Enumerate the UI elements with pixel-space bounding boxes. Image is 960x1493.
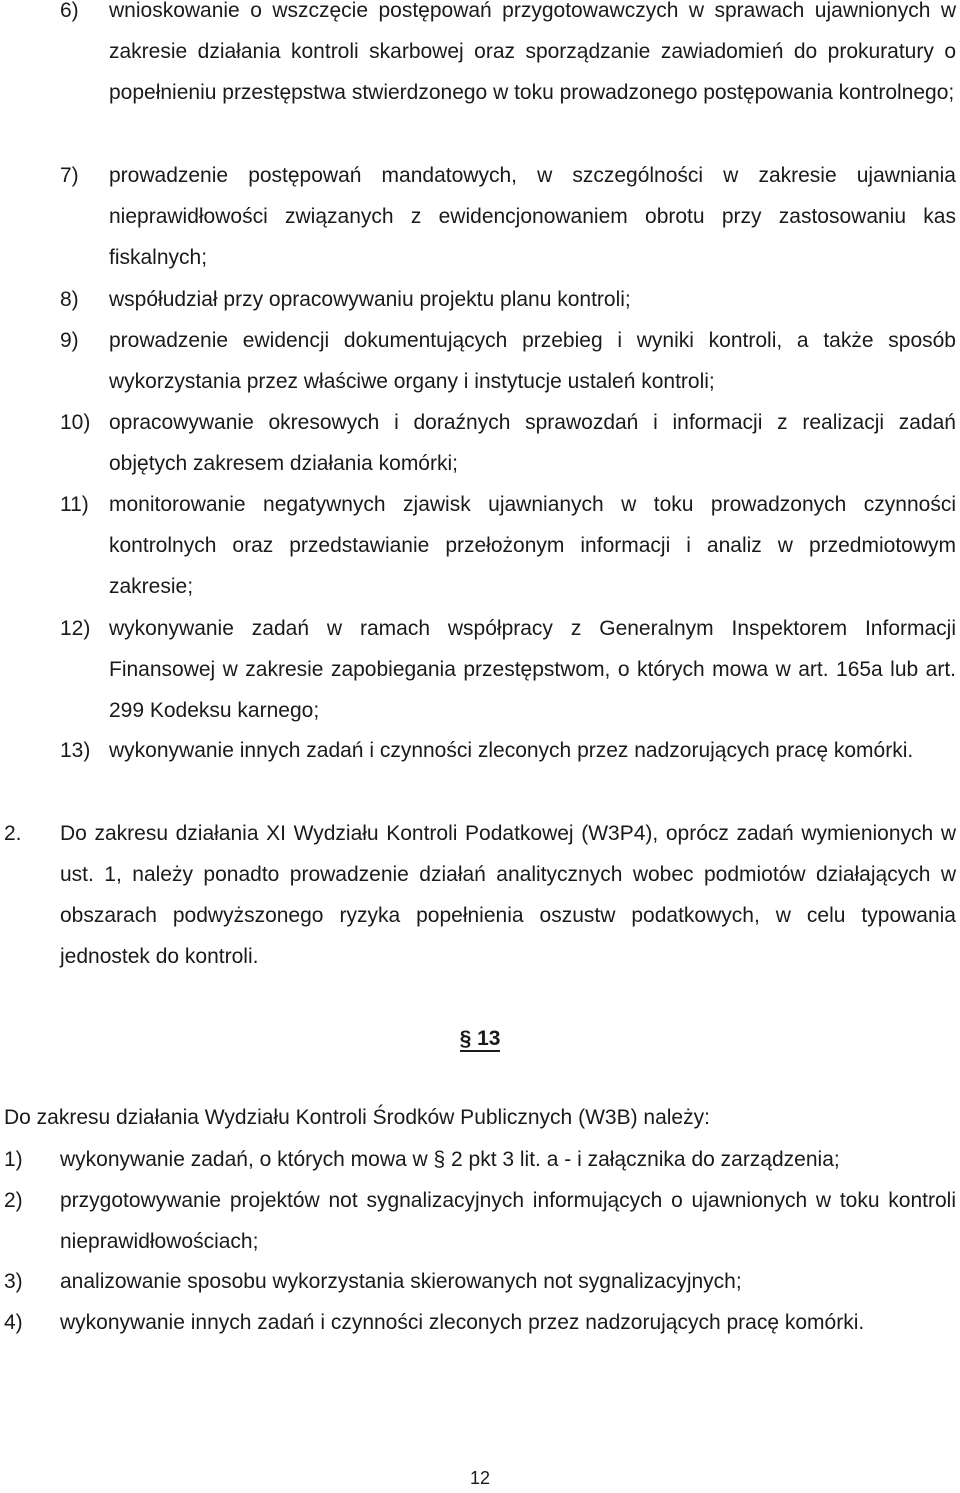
list-item — [60, 155, 956, 278]
list-text: wykonywanie zadań w ramach współpracy z Generalnym Inspektorem Informacji Finansowej w zakresie zapobiegania przestępstwom, o których mowa w art. 165a lub art. 299 Kodeksu karnego; — [109, 617, 956, 722]
section-text: Do zakresu działania XI Wydziału Kontroli Podatkowej (W3P4), oprócz zadań wymienionych w ust. 1, należy ponadto prowadzenie działań analitycznych wobec podmiotów działających w obszarach podwyższonego ryzyka popełnienia oszustw podatkowych, w celu typowania jednostek do kontroli. — [60, 822, 956, 968]
paragraph-heading-text: § 13 — [460, 1018, 501, 1059]
list-item — [4, 1139, 956, 1180]
list-item — [4, 1180, 956, 1262]
list-text: monitorowanie negatywnych zjawisk ujawnianych w toku prowadzonych czynności kontrolnych oraz przedstawianie przełożonym informacji i analiz w przedmiotowym zakresie; — [109, 493, 956, 598]
list-text: wykonywanie zadań, o których mowa w § 2 pkt 3 lit. a - i załącznika do zarządzenia; — [60, 1148, 840, 1171]
section-paragraph — [4, 813, 956, 977]
list-item — [60, 320, 956, 402]
list-number: 13) — [60, 739, 91, 762]
list-item — [4, 1302, 956, 1343]
list-number: 9) — [60, 329, 79, 352]
list-number: 10) — [60, 411, 91, 434]
list-item — [60, 279, 956, 320]
list-text: przygotowywanie projektów not sygnalizacyjnych informujących o ujawnionych w toku kontroli nieprawidłowościach; — [60, 1189, 956, 1253]
list-text: prowadzenie ewidencji dokumentujących przebieg i wyniki kontroli, a także sposób wykorzystania przez właściwe organy i instytucje ustaleń kontroli; — [109, 329, 956, 393]
list-number: 2) — [4, 1189, 23, 1212]
list-item — [60, 484, 956, 607]
list-number: 1) — [4, 1148, 23, 1171]
list-text: prowadzenie postępowań mandatowych, w szczególności w zakresie ujawniania nieprawidłowości związanych z ewidencjonowaniem obrotu przy zastosowaniu kas fiskalnych; — [109, 164, 956, 269]
list-number: 6) — [60, 0, 79, 22]
list-item — [60, 0, 956, 113]
paragraph-heading — [0, 1018, 960, 1059]
section-number: 2. — [4, 822, 22, 845]
page-number: 12 — [469, 1468, 491, 1488]
list-text: analizowanie sposobu wykorzystania skierowanych not sygnalizacyjnych; — [60, 1270, 742, 1293]
list-item — [60, 608, 956, 731]
list-item — [60, 730, 956, 771]
list-number: 7) — [60, 164, 79, 187]
list-item — [60, 402, 956, 484]
list-number: 8) — [60, 288, 79, 311]
list-text: współudział przy opracowywaniu projektu planu kontroli; — [109, 288, 631, 311]
list-number: 4) — [4, 1311, 23, 1334]
list-number: 12) — [60, 617, 91, 640]
list-text: wykonywanie innych zadań i czynności zleconych przez nadzorujących pracę komórki. — [60, 1311, 865, 1334]
list-text: opracowywanie okresowych i doraźnych sprawozdań i informacji z realizacji zadań objętych zakresem działania komórki; — [109, 411, 956, 475]
list-text: wykonywanie innych zadań i czynności zleconych przez nadzorujących pracę komórki. — [109, 739, 914, 762]
list-text: wnioskowanie o wszczęcie postępowań przygotowawczych w sprawach ujawnionych w zakresie działania kontroli skarbowej oraz sporządzanie zawiadomień do prokuratury o popełnieniu przestępstwa stwierdzonego w toku prowadzonego postępowania kontrolnego; — [109, 0, 956, 104]
list-number: 11) — [60, 493, 89, 516]
list-item — [4, 1261, 956, 1302]
list-number: 3) — [4, 1270, 23, 1293]
intro-text: Do zakresu działania Wydziału Kontroli Środków Publicznych (W3B) należy: — [4, 1106, 710, 1129]
